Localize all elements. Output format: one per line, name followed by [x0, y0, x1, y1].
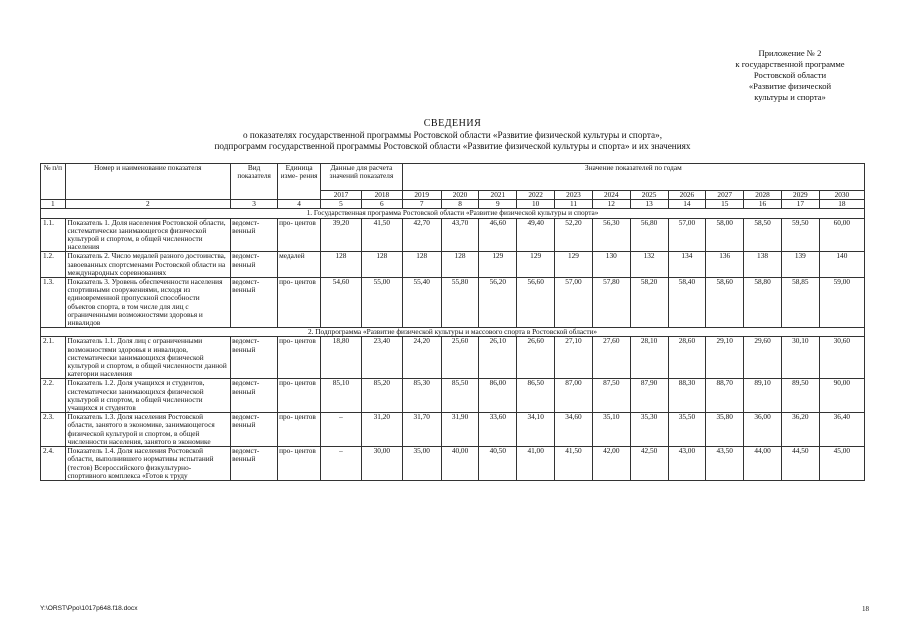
year-header: 2026: [668, 191, 706, 200]
year-header: 2029: [781, 191, 819, 200]
indicator-value: 27,60: [592, 337, 630, 379]
row-number: 2.3.: [41, 413, 66, 447]
indicator-value: 40,00: [441, 447, 479, 481]
indicator-value: 31,90: [441, 413, 479, 447]
indicator-value: 89,50: [781, 379, 819, 413]
year-header: 2023: [555, 191, 593, 200]
indicator-value: 28,10: [630, 337, 668, 379]
indicator-value: 52,20: [555, 218, 593, 252]
column-number: 14: [668, 200, 706, 209]
indicator-value: 128: [441, 252, 479, 278]
indicator-value: 36,20: [781, 413, 819, 447]
column-number: 17: [781, 200, 819, 209]
indicator-value: 58,80: [744, 278, 782, 328]
indicator-type: ведомст- венный: [231, 337, 278, 379]
indicator-type: ведомст- венный: [231, 252, 278, 278]
indicator-value: 43,70: [441, 218, 479, 252]
indicator-value: 128: [402, 252, 441, 278]
indicator-value: 40,50: [479, 447, 517, 481]
year-header: 2020: [441, 191, 479, 200]
indicator-value: 86,00: [479, 379, 517, 413]
header-type: Вид показателя: [231, 164, 278, 200]
indicator-value: 132: [630, 252, 668, 278]
indicator-value: 139: [781, 252, 819, 278]
indicator-value: 30,00: [361, 447, 402, 481]
indicator-value: 35,80: [706, 413, 744, 447]
column-number: 8: [441, 200, 479, 209]
indicator-value: 55,80: [441, 278, 479, 328]
indicator-value: 49,40: [517, 218, 555, 252]
column-number: 1: [41, 200, 66, 209]
indicator-value: 56,80: [630, 218, 668, 252]
indicator-name: Показатель 1. Доля населения Ростовской области, систематически занимающегося физической культурой и спортом, в общей численности населения: [65, 218, 231, 252]
section-row: [41, 328, 865, 337]
indicator-value: 57,00: [555, 278, 593, 328]
indicator-type: ведомст- венный: [231, 218, 278, 252]
column-number: 15: [706, 200, 744, 209]
indicator-value: 25,60: [441, 337, 479, 379]
appendix-line: культуры и спорта»: [754, 92, 826, 102]
indicator-value: 29,10: [706, 337, 744, 379]
year-header: 2028: [744, 191, 782, 200]
indicator-value: 23,40: [361, 337, 402, 379]
section-title: 1. Государственная программа Ростовской области «Развитие физической культуры и спорта»: [41, 209, 865, 218]
indicator-value: 29,60: [744, 337, 782, 379]
section-title: 2. Подпрограмма «Развитие физической культуры и массового спорта в Ростовской области»: [41, 328, 865, 337]
appendix-block: [690, 48, 890, 103]
indicator-value: 43,00: [668, 447, 706, 481]
indicator-value: 129: [479, 252, 517, 278]
document-subtitle-line2: подпрограмм государственной программы Ростовской области «Развитие физической культуры и спорта» и их значениях: [214, 141, 691, 151]
indicator-name: Показатель 1.1. Доля лиц с ограниченными возможностями здоровья и инвалидов, систематически занимающихся физической культурой и спортом, в общей численности данной категории населения: [65, 337, 231, 379]
indicator-value: 24,20: [402, 337, 441, 379]
column-number: 2: [65, 200, 231, 209]
column-number: 5: [321, 200, 362, 209]
year-header: 2019: [402, 191, 441, 200]
indicator-type: ведомст- венный: [231, 413, 278, 447]
year-header: 2022: [517, 191, 555, 200]
header-unit: Единица изме- рения: [278, 164, 321, 200]
indicator-value: 89,10: [744, 379, 782, 413]
indicator-value: 59,00: [819, 278, 864, 328]
indicator-name: Показатель 2. Число медалей разного достоинства, завоеванных спортсменами Ростовской области на международных соревнованиях: [65, 252, 231, 278]
indicator-unit: про- центов: [278, 218, 321, 252]
indicator-value: 42,70: [402, 218, 441, 252]
indicator-value: 41,50: [555, 447, 593, 481]
indicator-value: 41,00: [517, 447, 555, 481]
table-row: [41, 278, 865, 328]
indicator-value: 86,50: [517, 379, 555, 413]
indicator-unit: про- центов: [278, 447, 321, 481]
table-row: [41, 218, 865, 252]
indicator-value: 58,40: [668, 278, 706, 328]
indicator-value: 34,10: [517, 413, 555, 447]
row-number: 2.2.: [41, 379, 66, 413]
indicator-value: 55,00: [361, 278, 402, 328]
indicator-unit: про- центов: [278, 379, 321, 413]
indicator-value: 58,85: [781, 278, 819, 328]
column-number: 9: [479, 200, 517, 209]
table-row: [41, 379, 865, 413]
indicator-value: 33,60: [479, 413, 517, 447]
indicator-value: 39,20: [321, 218, 362, 252]
year-header: 2017: [321, 191, 362, 200]
indicator-value: –: [321, 413, 362, 447]
indicator-value: 54,60: [321, 278, 362, 328]
indicator-value: 31,70: [402, 413, 441, 447]
indicator-value: 136: [706, 252, 744, 278]
indicator-name: Показатель 1.4. Доля населения Ростовской области, выполнившего нормативы испытаний (тестов) Всероссийского физкультурно-спортивного комплекса «Готов к труду: [65, 447, 231, 481]
indicator-value: 60,00: [819, 218, 864, 252]
section-row: [41, 209, 865, 218]
table-row: [41, 447, 865, 481]
indicator-value: 56,30: [592, 218, 630, 252]
document-heading: [40, 118, 865, 153]
indicator-value: 30,10: [781, 337, 819, 379]
indicator-value: 85,20: [361, 379, 402, 413]
column-number: 12: [592, 200, 630, 209]
indicator-value: 26,10: [479, 337, 517, 379]
indicator-value: 85,50: [441, 379, 479, 413]
indicator-value: 30,60: [819, 337, 864, 379]
indicator-value: 57,00: [668, 218, 706, 252]
indicator-value: 57,80: [592, 278, 630, 328]
appendix-line: к государственной программе: [735, 59, 845, 69]
table-header-row: [41, 164, 865, 191]
row-number: 1.1.: [41, 218, 66, 252]
indicator-value: 90,00: [819, 379, 864, 413]
indicator-value: 43,50: [706, 447, 744, 481]
indicator-unit: про- центов: [278, 337, 321, 379]
indicator-value: –: [321, 447, 362, 481]
year-header: 2024: [592, 191, 630, 200]
indicator-value: 34,60: [555, 413, 593, 447]
indicator-value: 44,50: [781, 447, 819, 481]
table-row: [41, 413, 865, 447]
indicator-unit: медалей: [278, 252, 321, 278]
year-header: 2025: [630, 191, 668, 200]
indicator-value: 35,50: [668, 413, 706, 447]
indicator-value: 87,90: [630, 379, 668, 413]
column-numbers-row: [41, 200, 865, 209]
indicator-value: 128: [321, 252, 362, 278]
indicator-value: 88,30: [668, 379, 706, 413]
indicator-value: 46,60: [479, 218, 517, 252]
indicator-value: 88,70: [706, 379, 744, 413]
indicator-value: 35,10: [592, 413, 630, 447]
indicator-value: 35,00: [402, 447, 441, 481]
indicator-value: 128: [361, 252, 402, 278]
indicator-value: 129: [517, 252, 555, 278]
column-number: 10: [517, 200, 555, 209]
table-row: [41, 252, 865, 278]
indicator-value: 44,00: [744, 447, 782, 481]
indicator-name: Показатель 1.2. Доля учащихся и студентов, систематически занимающихся физической культурой и спортом, в общей численности учащихся и студентов: [65, 379, 231, 413]
indicator-value: 26,60: [517, 337, 555, 379]
document-subtitle-line1: о показателях государственной программы Ростовской области «Развитие физической культуры и спорта»,: [243, 129, 662, 140]
column-number: 6: [361, 200, 402, 209]
row-number: 1.2.: [41, 252, 66, 278]
indicator-type: ведомст- венный: [231, 278, 278, 328]
indicator-value: 55,40: [402, 278, 441, 328]
year-header: 2030: [819, 191, 864, 200]
indicator-value: 59,50: [781, 218, 819, 252]
year-header: 2027: [706, 191, 744, 200]
indicator-value: 42,50: [630, 447, 668, 481]
column-number: 3: [231, 200, 278, 209]
indicator-value: 56,20: [479, 278, 517, 328]
indicator-value: 129: [555, 252, 593, 278]
appendix-line: Приложение № 2: [758, 48, 822, 58]
indicator-value: 27,10: [555, 337, 593, 379]
indicator-unit: про- центов: [278, 278, 321, 328]
indicator-type: ведомст- венный: [231, 447, 278, 481]
indicator-value: 58,50: [744, 218, 782, 252]
indicator-value: 56,60: [517, 278, 555, 328]
indicator-value: 42,00: [592, 447, 630, 481]
indicator-name: Показатель 1.3. Доля населения Ростовской области, занятого в экономике, занимающегося физической культурой и спортом, в общей численности населения, занятого в экономике: [65, 413, 231, 447]
page-number: 18: [862, 605, 869, 613]
header-name: Номер и наименование показателя: [65, 164, 231, 200]
indicator-value: 58,60: [706, 278, 744, 328]
indicator-value: 85,10: [321, 379, 362, 413]
column-number: 4: [278, 200, 321, 209]
indicator-value: 35,30: [630, 413, 668, 447]
indicator-value: 31,20: [361, 413, 402, 447]
row-number: 2.1.: [41, 337, 66, 379]
indicator-value: 140: [819, 252, 864, 278]
indicator-value: 28,60: [668, 337, 706, 379]
indicator-value: 87,50: [592, 379, 630, 413]
table-row: [41, 337, 865, 379]
indicator-value: 138: [744, 252, 782, 278]
year-header: 2021: [479, 191, 517, 200]
appendix-line: «Развитие физической: [748, 81, 832, 91]
appendix-line: Ростовской области: [753, 70, 827, 80]
indicator-value: 85,30: [402, 379, 441, 413]
column-number: 11: [555, 200, 593, 209]
indicators-table: [40, 163, 865, 481]
indicator-name: Показатель 3. Уровень обеспеченности населения спортивными сооружениями, исходя из единовременной пропускной способности объектов спорта, в том числе для лиц с ограниченными возможностями здоровья и инвалидов: [65, 278, 231, 328]
indicator-value: 36,00: [744, 413, 782, 447]
indicator-value: 130: [592, 252, 630, 278]
indicator-value: 134: [668, 252, 706, 278]
indicator-value: 58,20: [630, 278, 668, 328]
column-number: 13: [630, 200, 668, 209]
row-number: 2.4.: [41, 447, 66, 481]
column-number: 7: [402, 200, 441, 209]
row-number: 1.3.: [41, 278, 66, 328]
header-num: № п/п: [41, 164, 66, 200]
file-path-footer: Y:\ORST\Ppo\1017p648.f18.docx: [40, 605, 138, 612]
indicator-type: ведомст- венный: [231, 379, 278, 413]
year-header: 2018: [361, 191, 402, 200]
indicator-value: 58,00: [706, 218, 744, 252]
indicator-unit: про- центов: [278, 413, 321, 447]
document-title: СВЕДЕНИЯ: [423, 118, 482, 129]
indicator-value: 36,40: [819, 413, 864, 447]
header-values: Значение показателей по годам: [402, 164, 864, 191]
indicator-value: 87,00: [555, 379, 593, 413]
header-base: Данные для расчета значений показателя: [321, 164, 403, 191]
indicator-value: 45,00: [819, 447, 864, 481]
indicator-value: 18,80: [321, 337, 362, 379]
column-number: 18: [819, 200, 864, 209]
column-number: 16: [744, 200, 782, 209]
indicator-value: 41,50: [361, 218, 402, 252]
